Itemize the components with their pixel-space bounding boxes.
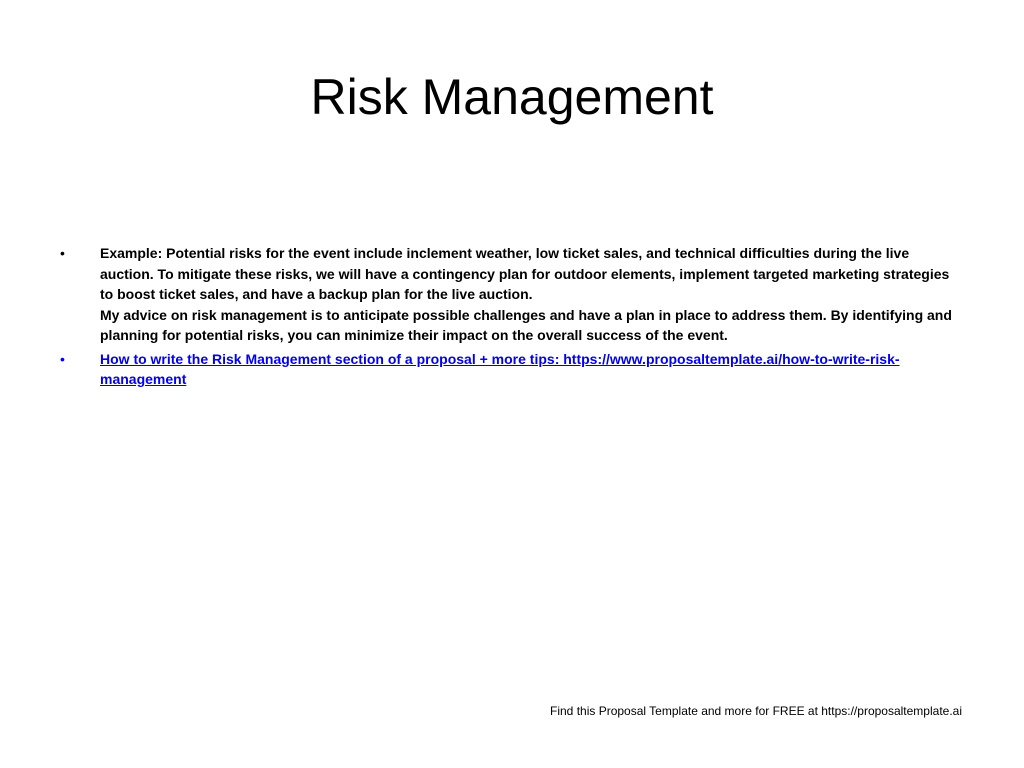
- bullet-item-link: [58, 349, 958, 390]
- advice-paragraph: My advice on risk management is to anticipate possible challenges and have a plan in place to address them. By identifying and planning for potential risks, you can minimize their impact on the overall success of the event.: [100, 306, 952, 343]
- risk-management-guide-link[interactable]: How to write the Risk Management section of a proposal + more tips: https://www.proposaltemplate.ai/how-to-write-risk-management: [100, 350, 900, 387]
- bullet-item-example: [58, 243, 958, 346]
- bullet-list: [58, 243, 958, 393]
- footer-text: Find this Proposal Template and more for FREE at https://proposaltemplate.ai: [550, 704, 962, 718]
- bullet-icon: •: [60, 245, 65, 261]
- slide-title: Risk Management: [310, 69, 714, 125]
- example-paragraph: Example: Potential risks for the event include inclement weather, low ticket sales, and technical difficulties during the live auction. To mitigate these risks, we will have a contingency plan for outdoor elements, implement targeted marketing strategies to boost ticket sales, and have a backup plan for the live auction.: [100, 245, 950, 302]
- bullet-icon: •: [60, 350, 65, 367]
